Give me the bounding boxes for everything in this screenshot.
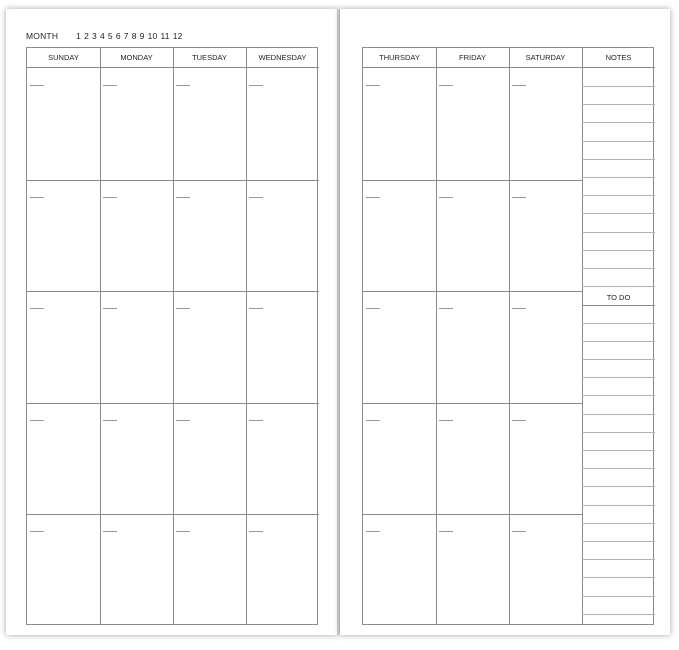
day-cell[interactable] xyxy=(100,180,173,292)
day-cell[interactable] xyxy=(363,68,436,180)
notes-line xyxy=(582,377,655,378)
day-cell[interactable] xyxy=(509,291,582,403)
notes-line xyxy=(582,541,655,542)
day-cell[interactable] xyxy=(100,514,173,626)
day-header: SATURDAY xyxy=(509,48,582,68)
day-cell[interactable] xyxy=(246,180,319,292)
notes-line xyxy=(582,213,655,214)
day-cell[interactable] xyxy=(173,403,246,515)
notes-line xyxy=(582,523,655,524)
notes-line xyxy=(582,359,655,360)
month-number[interactable]: 2 xyxy=(84,31,90,41)
notes-line xyxy=(582,286,655,287)
day-header: NOTES xyxy=(582,48,655,68)
month-number[interactable]: 1 xyxy=(76,31,82,41)
day-cell[interactable] xyxy=(363,403,436,515)
notes-line xyxy=(582,577,655,578)
notes-line xyxy=(582,177,655,178)
month-number-list xyxy=(76,31,182,41)
todo-underline xyxy=(582,305,655,306)
month-selector xyxy=(26,31,183,41)
notes-line xyxy=(582,450,655,451)
notes-line xyxy=(582,486,655,487)
month-label: MONTH xyxy=(26,31,59,41)
month-number[interactable]: 11 xyxy=(160,31,170,41)
day-cell[interactable] xyxy=(436,514,509,626)
day-cell[interactable] xyxy=(509,514,582,626)
day-cell[interactable] xyxy=(27,68,100,180)
notes-line xyxy=(582,268,655,269)
day-header: TUESDAY xyxy=(173,48,246,68)
day-cell[interactable] xyxy=(436,68,509,180)
calendar-grid-right xyxy=(362,47,654,625)
day-cell[interactable] xyxy=(436,403,509,515)
notes-line xyxy=(582,395,655,396)
day-header: THURSDAY xyxy=(363,48,436,68)
notes-line xyxy=(582,468,655,469)
day-cell[interactable] xyxy=(436,180,509,292)
month-number[interactable]: 9 xyxy=(139,31,145,41)
todo-label: TO DO xyxy=(606,293,631,303)
day-cell[interactable] xyxy=(436,291,509,403)
notes-line xyxy=(582,414,655,415)
month-number[interactable]: 6 xyxy=(115,31,121,41)
notes-line xyxy=(582,432,655,433)
day-header: MONDAY xyxy=(100,48,173,68)
notes-line xyxy=(582,341,655,342)
notes-line xyxy=(582,195,655,196)
day-cell[interactable] xyxy=(246,291,319,403)
day-cell[interactable] xyxy=(246,68,319,180)
notes-line xyxy=(582,122,655,123)
month-number[interactable]: 12 xyxy=(172,31,183,41)
day-cell[interactable] xyxy=(100,291,173,403)
day-cell[interactable] xyxy=(27,514,100,626)
day-cell[interactable] xyxy=(100,68,173,180)
month-number[interactable]: 3 xyxy=(92,31,97,41)
day-header: FRIDAY xyxy=(436,48,509,68)
month-number[interactable]: 5 xyxy=(107,31,113,41)
day-cell[interactable] xyxy=(246,403,319,515)
day-cell[interactable] xyxy=(363,180,436,292)
month-number[interactable]: 4 xyxy=(99,31,105,41)
month-number[interactable]: 8 xyxy=(131,31,137,41)
notes-line xyxy=(582,141,655,142)
day-cell[interactable] xyxy=(509,68,582,180)
notes-line xyxy=(582,86,655,87)
notes-line xyxy=(582,323,655,324)
notes-line xyxy=(582,104,655,105)
day-cell[interactable] xyxy=(173,68,246,180)
notes-line xyxy=(582,596,655,597)
day-cell[interactable] xyxy=(509,180,582,292)
month-number[interactable]: 7 xyxy=(123,31,129,41)
day-header: WEDNESDAY xyxy=(246,48,319,68)
day-cell[interactable] xyxy=(246,514,319,626)
day-cell[interactable] xyxy=(173,291,246,403)
notes-line xyxy=(582,559,655,560)
day-cell[interactable] xyxy=(363,291,436,403)
day-cell[interactable] xyxy=(100,403,173,515)
day-cell[interactable] xyxy=(173,514,246,626)
notes-line xyxy=(582,505,655,506)
notes-line xyxy=(582,614,655,615)
day-cell[interactable] xyxy=(173,180,246,292)
calendar-grid-left xyxy=(26,47,318,625)
day-cell[interactable] xyxy=(27,403,100,515)
day-header: SUNDAY xyxy=(27,48,100,68)
day-cell[interactable] xyxy=(363,514,436,626)
day-cell[interactable] xyxy=(509,403,582,515)
left-planner-page xyxy=(6,9,338,635)
month-number[interactable]: 10 xyxy=(147,31,158,41)
notes-line xyxy=(582,159,655,160)
right-planner-page xyxy=(340,9,670,635)
day-cell[interactable] xyxy=(27,291,100,403)
notes-line xyxy=(582,250,655,251)
day-cell[interactable] xyxy=(27,180,100,292)
notes-line xyxy=(582,232,655,233)
